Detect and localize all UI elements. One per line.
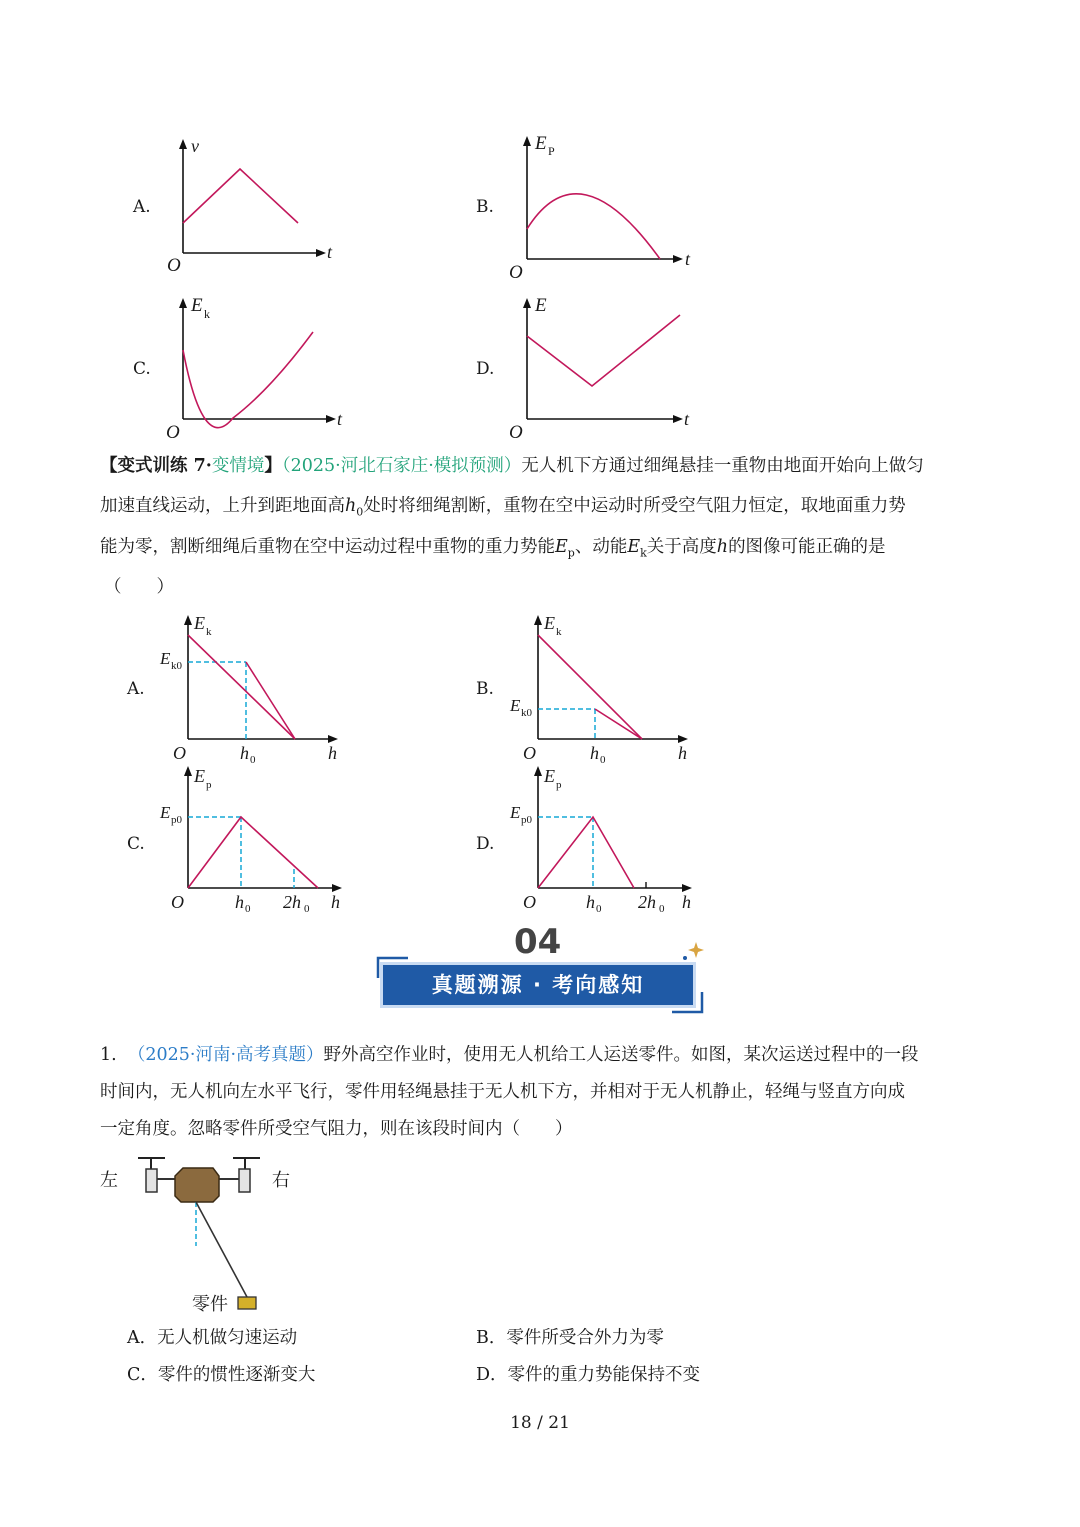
x-tick-sub: 0 [600,754,606,766]
q7-text-2a: 加速直线运动，上升到距地面高 [100,496,345,516]
curve-segment [246,662,295,739]
x-tick2-label: 2h [283,892,301,912]
choice-b-label: B． [476,1328,507,1348]
y-axis-sub: k [556,626,562,638]
q7-ep-sub: p [567,546,575,560]
choice-d[interactable] [476,1361,700,1386]
q7-h: h [716,537,729,557]
x-axis-label: h [678,743,687,763]
curve [183,169,298,223]
section-title: 真题溯源 · 考向感知 [380,962,696,1008]
graph-c-kinetic-energy [160,290,360,444]
choice-c-label: C． [127,1365,158,1385]
choice-a[interactable] [127,1324,297,1349]
curve-straight [538,635,642,739]
origin-label: O [166,422,180,443]
y-axis-arrow [179,298,187,308]
q7-answer-blank: （ ） [104,577,174,597]
figure-part-label: 零件 [192,1294,228,1315]
choice-d-text: 零件的重力势能保持不变 [507,1365,701,1385]
y-axis-label: E [535,133,547,154]
x-tick-label: h [586,892,595,912]
page-number: 18 / 21 [510,1413,570,1433]
x-axis-arrow [316,249,326,257]
x-axis-arrow [326,415,336,423]
q7-line-3 [100,527,886,574]
motor-right [239,1169,250,1192]
y-level-sub: p0 [171,814,182,826]
q1-text-1: 野外高空作业时，使用无人机给工人运送零件。如图，某次运送过程中的一段 [323,1045,919,1065]
x-tick-label: h [240,743,249,763]
x-tick2-label: 2h [638,892,656,912]
x-axis-arrow [332,884,342,892]
q7-option-b-label: B. [476,679,494,699]
q7-h0-sub: 0 [356,505,364,519]
choice-b-text: 零件所受合外力为零 [506,1328,664,1348]
origin-label: O [173,743,186,763]
q7-text-3b: 、动能 [574,537,628,557]
y-axis-sub: P [548,144,555,158]
graph-b-potential-energy [502,128,702,282]
x-axis-arrow [673,415,683,423]
q7-graph-c [158,756,358,920]
origin-label: O [509,422,523,443]
origin-label: O [523,743,536,763]
curve-straight [188,635,295,739]
choice-c[interactable] [127,1361,315,1386]
y-axis-arrow [523,136,531,146]
q7-ep: E [555,537,568,557]
section-number: 04 [514,922,562,962]
y-axis-label: v [191,136,199,156]
q7-tag-open: 【 [100,456,118,476]
q7-text-3c: 关于高度 [646,537,717,557]
y-axis-label: E [544,613,555,633]
q7-text-2b: 处时将细绳割断，重物在空中运动时所受空气阻力恒定，取地面重力势 [363,496,906,516]
y-axis-sub: k [206,626,212,638]
q1-number: 1. [100,1045,117,1065]
x-axis-arrow [682,884,692,892]
x-axis-label: h [682,892,691,912]
y-axis-label: E [191,295,203,316]
q7-text-3a: 能为零，割断细绳后重物在空中运动过程中重物的重力势能 [100,537,555,557]
x-axis-label: t [685,249,691,269]
q1-line-2: 时间内，无人机向左水平飞行，零件用轻绳悬挂于无人机下方，并相对于无人机静止，轻绳与竖直方向成 [100,1082,905,1102]
x-axis-arrow [328,735,338,743]
q7-graph-b [508,607,708,771]
y-axis-arrow [184,766,192,776]
x-axis-label: t [337,409,343,429]
y-level-sub: k0 [521,707,532,719]
choice-a-text: 无人机做匀速运动 [157,1328,298,1348]
y-level-label: E [510,803,521,822]
choice-d-label: D． [476,1365,508,1385]
option-b-label: B. [476,197,494,217]
q7-graph-d [508,756,708,920]
option-d-label: D. [476,359,495,379]
curve [527,315,680,386]
figure-left-label: 左 [100,1170,118,1191]
x-axis-arrow [673,255,683,263]
q7-tag-variant: 变情境 [211,456,265,476]
x-tick-label: h [235,892,244,912]
y-axis-arrow [179,139,187,149]
y-axis-arrow [534,615,542,625]
y-axis-arrow [184,615,192,625]
q7-line-2 [100,486,906,533]
x-axis-arrow [678,735,688,743]
y-axis-label: E [544,766,555,786]
x-axis-label: h [328,743,337,763]
x-tick-sub: 0 [245,903,251,915]
q7-graph-a [158,607,358,771]
x-tick-sub: 0 [250,754,256,766]
y-axis-label: E [535,295,547,316]
q7-ek: E [627,537,641,557]
x-axis-label: t [327,242,333,262]
x-axis-label: h [331,892,340,912]
y-level-label: E [510,696,521,715]
q7-ek-sub: k [640,546,647,560]
y-axis-arrow [534,766,542,776]
x-tick2-sub: 0 [304,903,310,915]
x-tick-sub: 0 [596,903,602,915]
y-axis-sub: p [206,779,212,791]
curve [538,817,634,888]
y-level-label: E [160,803,171,822]
option-c-label: C. [133,359,151,379]
rope [196,1202,247,1297]
y-axis-label: E [194,613,205,633]
figure-right-label: 右 [272,1170,290,1191]
option-a-label: A. [133,197,151,217]
origin-label: O [167,255,181,276]
q1-line-1 [100,1035,919,1075]
q7-text-3d: 的图像可能正确的是 [728,537,886,557]
y-axis-sub: p [556,779,562,791]
q7-h0: h [345,496,357,516]
q1-source: （2025·河南·高考真题） [127,1045,324,1065]
x-axis-label: t [684,409,690,429]
choice-b[interactable] [476,1324,664,1349]
y-axis-label: E [194,766,205,786]
q7-line-1 [100,446,924,486]
origin-label: O [509,262,523,283]
origin-label: O [171,892,184,912]
q7-option-a-label: A. [127,679,145,699]
x-tick2-sub: 0 [659,903,665,915]
y-axis-sub: k [204,307,210,321]
y-axis-arrow [523,298,531,308]
curve [188,817,318,888]
part-box [238,1297,256,1309]
q7-option-d-label: D. [476,834,495,854]
choice-c-text: 零件的惯性逐渐变大 [157,1365,316,1385]
q7-text-1: 无人机下方通过细绳悬挂一重物由地面开始向上做匀 [521,456,924,476]
y-level-sub: p0 [521,814,532,826]
q7-option-c-label: C. [127,834,145,854]
curve [183,332,313,428]
x-tick-label: h [590,743,599,763]
origin-label: O [523,892,536,912]
curve-segment [595,709,642,739]
q7-tag-close: 】 [264,456,282,476]
y-level-sub: k0 [171,660,182,672]
q7-source: （2025·河北石家庄·模拟预测） [281,456,522,476]
y-level-label: E [160,649,171,668]
motor-left [146,1169,157,1192]
choice-a-label: A． [127,1328,158,1348]
drone-body [175,1168,219,1202]
graph-a-velocity [160,135,360,279]
q7-tag-main: 变式训练 7· [117,456,212,476]
curve [527,194,660,259]
q1-line-3: 一定角度。忽略零件所受空气阻力，则在该段时间内（ ） [100,1119,573,1139]
graph-d-mechanical-energy [502,290,702,444]
